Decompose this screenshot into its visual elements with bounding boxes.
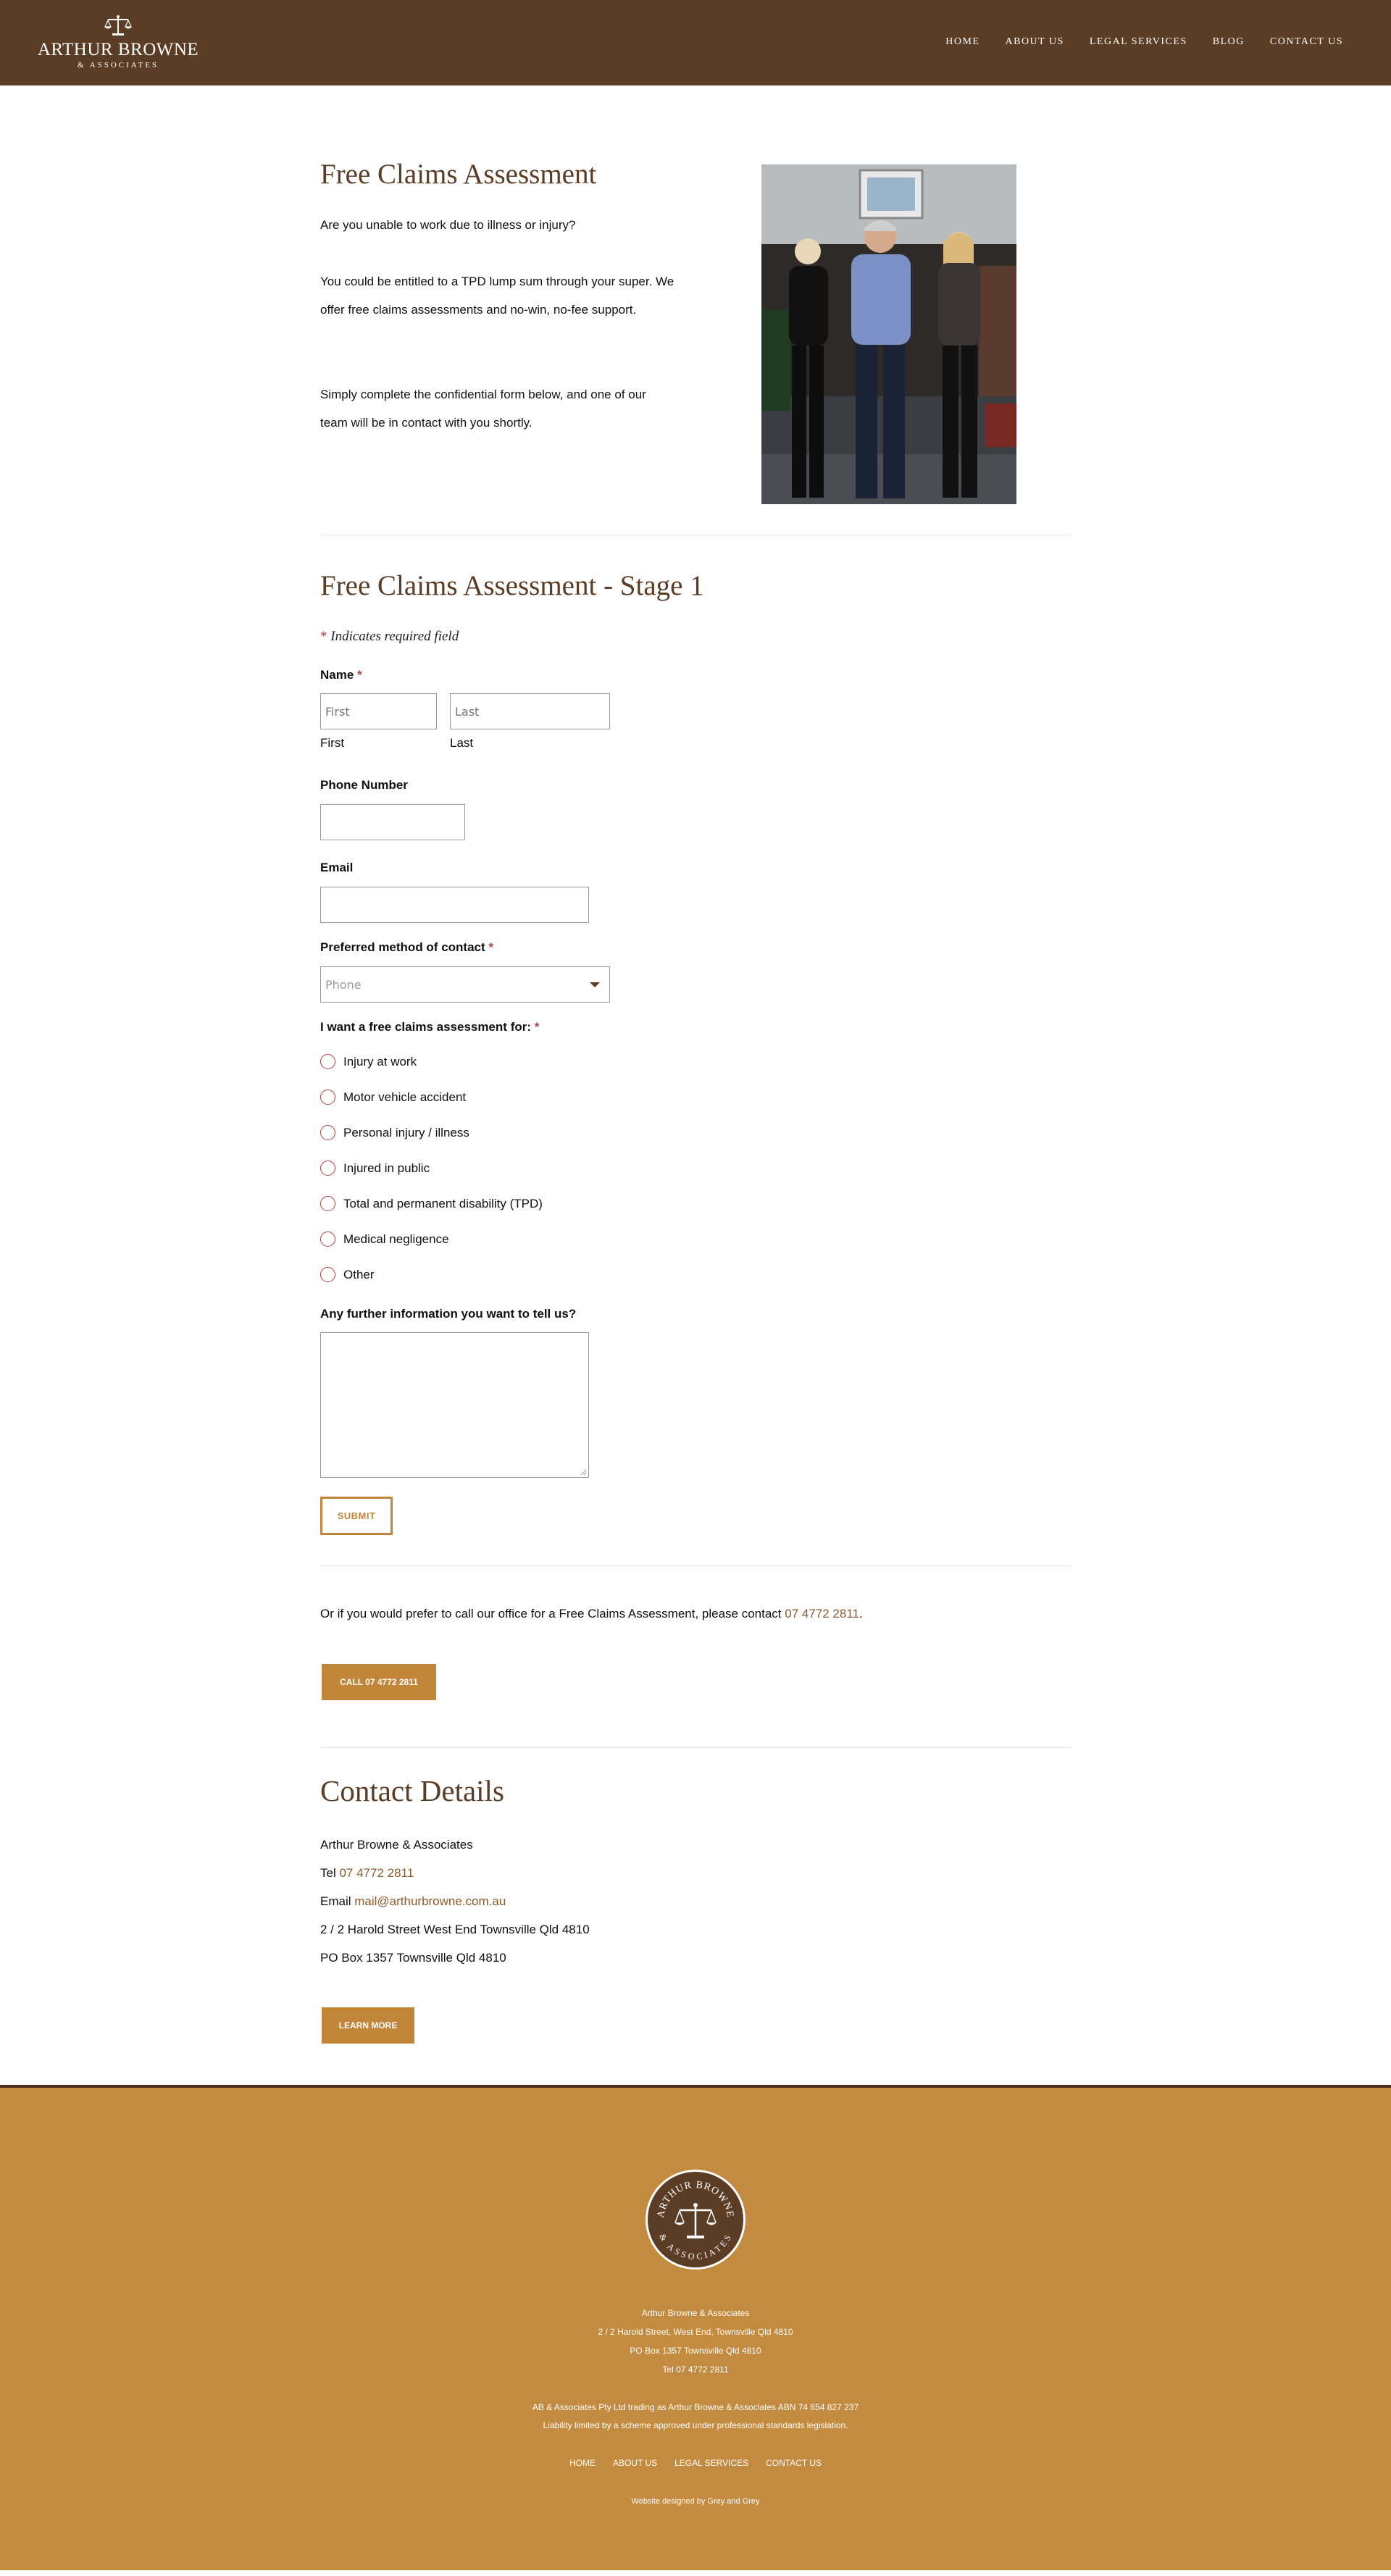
main-nav	[945, 36, 1343, 48]
contact-email	[320, 1894, 506, 1909]
seal-logo[interactable]	[645, 2169, 746, 2270]
contact-method-select[interactable]	[320, 966, 610, 1003]
phone-input[interactable]	[320, 804, 465, 840]
footer-po-box: PO Box 1357 Townsville Qld 4810	[630, 2346, 761, 2356]
radio-button[interactable]	[320, 1231, 335, 1247]
footer-legal-2: Liability limited by a scheme approved under professional standards legislation.	[543, 2420, 848, 2430]
email-label: Email	[320, 861, 354, 874]
intro-paragraph-3: Simply complete the confidential form below, and one of our team will be in contact with you shortly.	[320, 388, 646, 430]
name-label-text: Name	[320, 668, 354, 682]
footer-legal-1: AB & Associates Pty Ltd trading as Arthur Browne & Associates ABN 74 654 827 237	[532, 2402, 859, 2412]
option-personal-injury[interactable]	[320, 1125, 469, 1140]
chevron-down-icon	[590, 982, 600, 987]
option-motor-vehicle-accident[interactable]	[320, 1090, 466, 1105]
email-label-text: Email	[320, 1894, 355, 1908]
nav-blog[interactable]: BLOG	[1212, 36, 1245, 47]
submit-button[interactable]: SUBMIT	[320, 1497, 393, 1535]
contact-method-value: Phone	[325, 977, 362, 992]
required-star: *	[320, 629, 327, 644]
footer-nav	[0, 2458, 1391, 2468]
page-title: Free Claims Assessment	[320, 159, 597, 190]
option-label: Total and permanent disability (TPD)	[343, 1196, 543, 1210]
footer-nav-about-us[interactable]: ABOUT US	[612, 2458, 658, 2468]
logo-name: ARTHUR BROWNE	[37, 40, 199, 59]
site-header	[0, 0, 1391, 85]
seal-top-text: ARTHUR BROWNE	[655, 2179, 736, 2219]
required-star: *	[357, 668, 362, 682]
contact-method-label-text: Preferred method of contact	[320, 940, 485, 954]
required-star: *	[534, 1020, 540, 1034]
option-label: Medical negligence	[343, 1231, 449, 1246]
assessment-label	[320, 1020, 539, 1034]
required-note-text: Indicates required field	[330, 629, 459, 644]
nav-about-us[interactable]: ABOUT US	[1005, 36, 1064, 47]
radio-button[interactable]	[320, 1125, 335, 1140]
form-title: Free Claims Assessment - Stage 1	[320, 570, 704, 601]
footer-nav-home[interactable]: HOME	[569, 2458, 596, 2468]
nav-contact-us[interactable]: CONTACT US	[1269, 36, 1343, 47]
contact-tel	[320, 1866, 414, 1881]
tel-link[interactable]: 07 4772 2811	[339, 1866, 414, 1880]
email-link[interactable]: mail@arthurbrowne.com.au	[354, 1894, 506, 1908]
option-medical-negligence[interactable]	[320, 1231, 449, 1247]
logo-subtitle: & ASSOCIATES	[77, 61, 159, 70]
resize-grip-icon[interactable]	[580, 1468, 587, 1476]
option-label: Other	[343, 1267, 375, 1281]
last-name-sublabel: Last	[450, 736, 474, 750]
option-tpd[interactable]	[320, 1196, 543, 1211]
call-office-text	[320, 1607, 863, 1621]
further-info-label: Any further information you want to tell us?	[320, 1307, 577, 1321]
radio-button[interactable]	[320, 1090, 335, 1105]
option-injured-in-public[interactable]	[320, 1161, 430, 1176]
section-divider	[320, 1565, 1071, 1566]
nav-home[interactable]: HOME	[945, 36, 980, 47]
option-label: Injury at work	[343, 1054, 417, 1069]
assessment-label-text: I want a free claims assessment for:	[320, 1020, 532, 1034]
footer-company: Arthur Browne & Associates	[641, 2308, 750, 2318]
footer-tel: Tel 07 4772 2811	[662, 2364, 729, 2375]
first-name-sublabel: First	[320, 736, 345, 750]
phone-label: Phone Number	[320, 778, 408, 792]
footer-nav-legal-services[interactable]: LEGAL SERVICES	[674, 2458, 749, 2468]
intro-paragraph-1: Are you unable to work due to illness or injury?	[320, 218, 576, 232]
footer-address: 2 / 2 Harold Street, West End, Townsville Qld 4810	[598, 2327, 793, 2337]
call-office-sentence: Or if you would prefer to call our office for a Free Claims Assessment, please contact	[320, 1607, 785, 1621]
seal-bottom-text: & ASSOCIATES	[657, 2232, 734, 2262]
option-label: Injured in public	[343, 1161, 430, 1175]
logo[interactable]	[35, 14, 201, 70]
first-name-input[interactable]	[320, 693, 437, 729]
option-label: Personal injury / illness	[343, 1125, 469, 1139]
radio-button[interactable]	[320, 1161, 335, 1176]
last-name-input[interactable]	[450, 693, 610, 729]
radio-button[interactable]	[320, 1054, 335, 1069]
contact-title: Contact Details	[320, 1774, 504, 1807]
contact-company: Arthur Browne & Associates	[320, 1838, 473, 1852]
required-star: *	[488, 940, 494, 954]
footer-bottom-strip	[0, 2570, 1391, 2576]
team-photo	[761, 164, 1016, 504]
footer-nav-contact-us[interactable]: CONTACT US	[766, 2458, 822, 2468]
call-office-end: .	[859, 1607, 863, 1621]
option-injury-at-work[interactable]	[320, 1054, 417, 1069]
contact-po-box: PO Box 1357 Townsville Qld 4810	[320, 1951, 506, 1965]
scales-of-justice-icon	[104, 14, 133, 36]
option-other[interactable]	[320, 1267, 375, 1282]
nav-legal-services[interactable]: LEGAL SERVICES	[1089, 36, 1187, 47]
required-field-note	[320, 629, 459, 645]
tel-label: Tel	[320, 1866, 340, 1880]
radio-button[interactable]	[320, 1196, 335, 1211]
intro-paragraph-2: You could be entitled to a TPD lump sum through your super. We offer free claims assessments and no-win, no-fee support.	[320, 275, 674, 317]
radio-button[interactable]	[320, 1267, 335, 1282]
call-phone-link[interactable]: 07 4772 2811	[785, 1607, 859, 1621]
call-button[interactable]: CALL 07 4772 2811	[322, 1664, 436, 1700]
contact-address: 2 / 2 Harold Street West End Townsville Qld 4810	[320, 1923, 590, 1936]
email-input[interactable]	[320, 887, 589, 923]
contact-method-label	[320, 940, 493, 955]
name-label	[320, 668, 362, 682]
option-label: Motor vehicle accident	[343, 1090, 467, 1104]
footer-credit[interactable]: Website designed by Grey and Grey	[631, 2497, 760, 2506]
learn-more-button[interactable]: LEARN MORE	[322, 2007, 414, 2044]
section-divider	[320, 1747, 1071, 1748]
further-info-textarea[interactable]	[320, 1332, 589, 1478]
